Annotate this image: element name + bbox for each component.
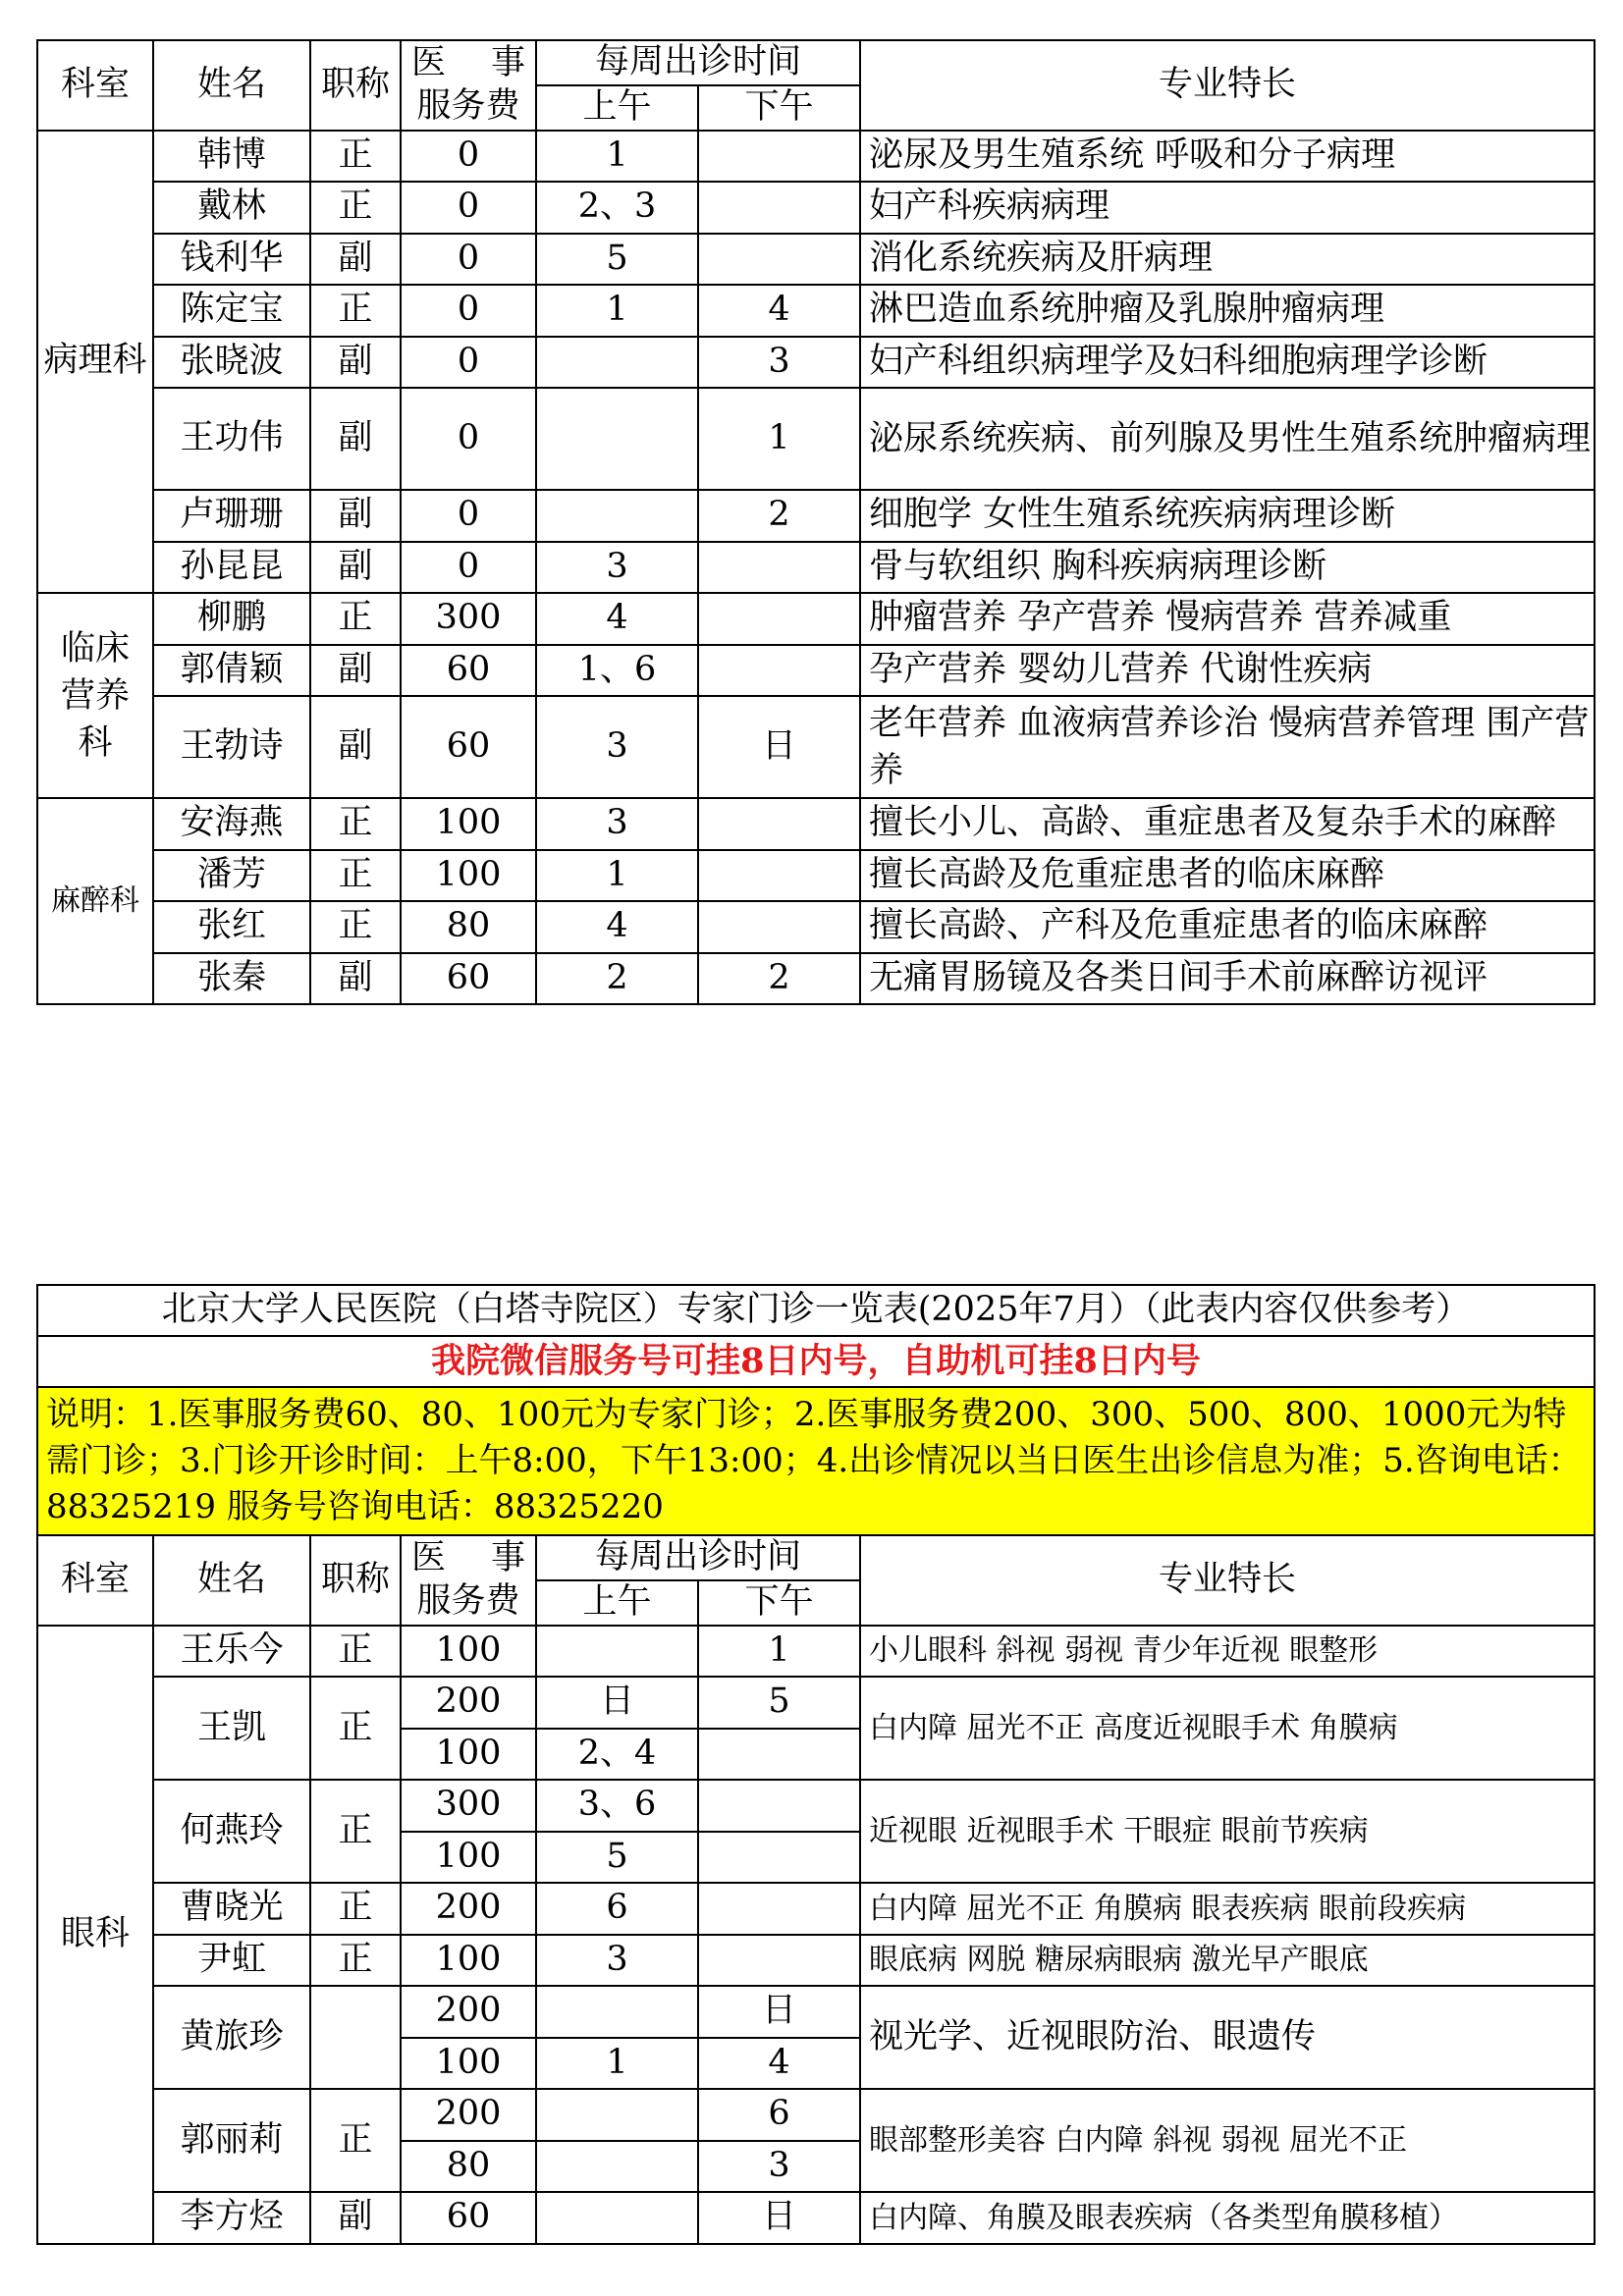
table-row xyxy=(37,593,1595,645)
table-row xyxy=(37,1780,1595,1832)
header-fee xyxy=(401,1535,536,1626)
specialty: 眼部整形美容 白内障 斜视 弱视 屈光不正 xyxy=(860,2089,1595,2192)
header-specialty: 专业特长 xyxy=(860,40,1595,131)
pm-schedule: 1 xyxy=(698,388,860,490)
service-fee: 0 xyxy=(401,234,536,286)
doctor-name: 安海燕 xyxy=(153,798,310,850)
table-row xyxy=(37,542,1595,594)
service-fee: 0 xyxy=(401,542,536,594)
header-dept: 科室 xyxy=(37,40,153,131)
service-fee: 300 xyxy=(401,593,536,645)
specialty: 视光学、近视眼防治、眼遗传 xyxy=(860,1986,1595,2089)
pm-schedule xyxy=(698,1883,860,1935)
pm-schedule: 1 xyxy=(698,1626,860,1678)
pm-schedule: 4 xyxy=(698,2038,860,2090)
table-row xyxy=(37,696,1595,798)
header-name: 姓名 xyxy=(153,1535,310,1626)
doctor-title: 副 xyxy=(310,234,401,286)
service-fee: 100 xyxy=(401,1729,536,1781)
doctor-name: 王乐今 xyxy=(153,1626,310,1678)
pm-schedule: 日 xyxy=(698,1986,860,2038)
table-row xyxy=(37,1986,1595,2038)
doctor-title: 副 xyxy=(310,542,401,594)
service-fee: 60 xyxy=(401,953,536,1005)
doctor-name: 韩博 xyxy=(153,131,310,183)
specialty: 擅长高龄、产科及危重症患者的临床麻醉 xyxy=(860,901,1595,953)
service-fee: 0 xyxy=(401,182,536,234)
pm-schedule xyxy=(698,542,860,594)
specialty: 近视眼 近视眼手术 干眼症 眼前节疾病 xyxy=(860,1780,1595,1883)
specialty: 泌尿系统疾病、前列腺及男性生殖系统肿瘤病理 xyxy=(860,388,1595,490)
specialty: 泌尿及男生殖系统 呼吸和分子病理 xyxy=(860,131,1595,183)
doctor-title: 正 xyxy=(310,901,401,953)
specialty: 小儿眼科 斜视 弱视 青少年近视 眼整形 xyxy=(860,1626,1595,1678)
doctor-name: 郭丽莉 xyxy=(153,2089,310,2192)
specialty: 肿瘤营养 孕产营养 慢病营养 营养减重 xyxy=(860,593,1595,645)
schedule-table-pathology-nutrition-anesthesia xyxy=(36,39,1596,1005)
service-fee: 0 xyxy=(401,490,536,542)
doctor-name: 孙昆昆 xyxy=(153,542,310,594)
doctor-name: 王功伟 xyxy=(153,388,310,490)
specialty: 白内障、角膜及眼表疾病（各类型角膜移植） xyxy=(860,2192,1595,2244)
header-fee-line2: 服务费 xyxy=(416,85,520,126)
specialty: 妇产科疾病病理 xyxy=(860,182,1595,234)
am-schedule xyxy=(536,388,698,490)
specialty: 白内障 屈光不正 角膜病 眼表疾病 眼前段疾病 xyxy=(860,1883,1595,1935)
doctor-title: 正 xyxy=(310,798,401,850)
specialty: 擅长小儿、高龄、重症患者及复杂手术的麻醉 xyxy=(860,798,1595,850)
specialty: 孕产营养 婴幼儿营养 代谢性疾病 xyxy=(860,645,1595,697)
am-schedule xyxy=(536,2089,698,2141)
department-cell: 眼科 xyxy=(37,1626,153,2244)
am-schedule xyxy=(536,337,698,389)
doctor-name: 戴林 xyxy=(153,182,310,234)
am-schedule: 4 xyxy=(536,901,698,953)
table-row xyxy=(37,2192,1595,2244)
am-schedule: 5 xyxy=(536,1832,698,1884)
am-schedule: 3 xyxy=(536,798,698,850)
doctor-title: 正 xyxy=(310,285,401,337)
service-fee: 60 xyxy=(401,2192,536,2244)
doctor-name: 黄旅珍 xyxy=(153,1986,310,2089)
specialty: 老年营养 血液病营养诊治 慢病营养管理 围产营养 xyxy=(860,696,1595,798)
pm-schedule: 日 xyxy=(698,2192,860,2244)
specialty: 妇产科组织病理学及妇科细胞病理学诊断 xyxy=(860,337,1595,389)
table-row xyxy=(37,490,1595,542)
header-am: 上午 xyxy=(536,1580,698,1626)
header-fee-char2: 事 xyxy=(490,43,525,82)
am-schedule: 6 xyxy=(536,1883,698,1935)
pm-schedule: 2 xyxy=(698,490,860,542)
specialty: 淋巴造血系统肿瘤及乳腺肿瘤病理 xyxy=(860,285,1595,337)
doctor-title: 副 xyxy=(310,953,401,1005)
pm-schedule xyxy=(698,798,860,850)
service-fee: 0 xyxy=(401,285,536,337)
doctor-name: 张晓波 xyxy=(153,337,310,389)
doctor-title: 正 xyxy=(310,850,401,902)
header-fee-char1: 医 xyxy=(411,1538,447,1577)
header-row xyxy=(37,1535,1595,1580)
table-row xyxy=(37,1883,1595,1935)
service-fee: 100 xyxy=(401,1832,536,1884)
service-fee: 100 xyxy=(401,1935,536,1987)
service-fee: 60 xyxy=(401,696,536,798)
doctor-title: 正 xyxy=(310,1883,401,1935)
doctor-name: 陈定宝 xyxy=(153,285,310,337)
header-name: 姓名 xyxy=(153,40,310,131)
specialty: 擅长高龄及危重症患者的临床麻醉 xyxy=(860,850,1595,902)
service-fee: 100 xyxy=(401,798,536,850)
doctor-title: 副 xyxy=(310,2192,401,2244)
table-row xyxy=(37,285,1595,337)
service-fee: 200 xyxy=(401,2089,536,2141)
am-schedule: 2、3 xyxy=(536,182,698,234)
doctor-name: 王勃诗 xyxy=(153,696,310,798)
table-row xyxy=(37,388,1595,490)
doctor-title: 正 xyxy=(310,131,401,183)
am-schedule: 3、6 xyxy=(536,1780,698,1832)
am-schedule: 日 xyxy=(536,1677,698,1729)
doctor-title: 正 xyxy=(310,1935,401,1987)
table-row xyxy=(37,234,1595,286)
doctor-title: 正 xyxy=(310,593,401,645)
table-row xyxy=(37,2089,1595,2141)
schedule-table-ophthalmology xyxy=(36,1284,1596,2245)
service-fee: 200 xyxy=(401,1677,536,1729)
pm-schedule: 4 xyxy=(698,285,860,337)
am-schedule xyxy=(536,2192,698,2244)
pm-schedule xyxy=(698,1729,860,1781)
service-fee: 100 xyxy=(401,1626,536,1678)
am-schedule xyxy=(536,2141,698,2193)
table-row xyxy=(37,645,1595,697)
header-am: 上午 xyxy=(536,85,698,131)
table-row xyxy=(37,131,1595,183)
department-cell: 麻醉科 xyxy=(37,798,153,1004)
doctor-title: 正 xyxy=(310,1677,401,1780)
table-row xyxy=(37,1677,1595,1729)
header-specialty: 专业特长 xyxy=(860,1535,1595,1626)
description-note: 说明：1.医事服务费60、80、100元为专家门诊；2.医事服务费200、300、500、800、1000元为特需门诊；3.门诊开诊时间：上午8:00，下午13:00；4.出诊情况以当日医生出诊信息为准；5.咨询电话：88325219 服务号咨询电话：88325220 xyxy=(37,1387,1595,1535)
am-schedule xyxy=(536,490,698,542)
doctor-title: 副 xyxy=(310,645,401,697)
header-dept: 科室 xyxy=(37,1535,153,1626)
table-row xyxy=(37,1626,1595,1678)
am-schedule xyxy=(536,1626,698,1678)
department-cell: 病理科 xyxy=(37,131,153,594)
title-row xyxy=(37,1285,1595,1336)
am-schedule: 2、4 xyxy=(536,1729,698,1781)
header-schedule: 每周出诊时间 xyxy=(536,1535,860,1580)
pm-schedule: 3 xyxy=(698,2141,860,2193)
specialty: 细胞学 女性生殖系统疾病病理诊断 xyxy=(860,490,1595,542)
doctor-name: 柳鹏 xyxy=(153,593,310,645)
am-schedule: 5 xyxy=(536,234,698,286)
am-schedule: 3 xyxy=(536,1935,698,1987)
specialty: 眼底病 网脱 糖尿病眼病 激光早产眼底 xyxy=(860,1935,1595,1987)
am-schedule: 1 xyxy=(536,285,698,337)
service-fee: 80 xyxy=(401,901,536,953)
table-row xyxy=(37,182,1595,234)
registration-notice: 我院微信服务号可挂8日内号，自助机可挂8日内号 xyxy=(37,1336,1595,1387)
pm-schedule: 日 xyxy=(698,696,860,798)
doctor-name: 何燕玲 xyxy=(153,1780,310,1883)
doctor-title: 副 xyxy=(310,388,401,490)
table-title: 北京大学人民医院（白塔寺院区）专家门诊一览表(2025年7月）（此表内容仅供参考） xyxy=(37,1285,1595,1336)
service-fee: 0 xyxy=(401,131,536,183)
header-fee-char1: 医 xyxy=(411,43,447,82)
pm-schedule xyxy=(698,234,860,286)
am-schedule: 3 xyxy=(536,542,698,594)
doctor-title: 副 xyxy=(310,696,401,798)
doctor-title: 副 xyxy=(310,490,401,542)
header-fee-line2: 服务费 xyxy=(416,1580,520,1621)
pm-schedule xyxy=(698,1780,860,1832)
doctor-name: 张秦 xyxy=(153,953,310,1005)
pm-schedule: 3 xyxy=(698,337,860,389)
table-row xyxy=(37,901,1595,953)
doctor-name: 卢珊珊 xyxy=(153,490,310,542)
description-row xyxy=(37,1387,1595,1535)
header-row xyxy=(37,40,1595,85)
doctor-title: 副 xyxy=(310,337,401,389)
service-fee: 200 xyxy=(401,1883,536,1935)
service-fee: 0 xyxy=(401,337,536,389)
department-cell: 临床营养科 xyxy=(37,593,153,798)
doctor-title: 正 xyxy=(310,1626,401,1678)
service-fee: 0 xyxy=(401,388,536,490)
notice-row xyxy=(37,1336,1595,1387)
doctor-name: 潘芳 xyxy=(153,850,310,902)
pm-schedule xyxy=(698,1935,860,1987)
header-fee-char2: 事 xyxy=(490,1538,525,1577)
doctor-title: 正 xyxy=(310,182,401,234)
am-schedule: 1、6 xyxy=(536,645,698,697)
table-row xyxy=(37,798,1595,850)
am-schedule: 2 xyxy=(536,953,698,1005)
doctor-name: 王凯 xyxy=(153,1677,310,1780)
am-schedule: 3 xyxy=(536,696,698,798)
table-row xyxy=(37,953,1595,1005)
pm-schedule xyxy=(698,850,860,902)
doctor-name: 钱利华 xyxy=(153,234,310,286)
doctor-title: 正 xyxy=(310,1780,401,1883)
specialty: 骨与软组织 胸科疾病病理诊断 xyxy=(860,542,1595,594)
doctor-title: 正 xyxy=(310,2089,401,2192)
service-fee: 100 xyxy=(401,850,536,902)
table-row xyxy=(37,337,1595,389)
doctor-name: 李方烃 xyxy=(153,2192,310,2244)
pm-schedule xyxy=(698,593,860,645)
service-fee: 80 xyxy=(401,2141,536,2193)
header-fee xyxy=(401,40,536,131)
specialty: 白内障 屈光不正 高度近视眼手术 角膜病 xyxy=(860,1677,1595,1780)
doctor-name: 张红 xyxy=(153,901,310,953)
pm-schedule: 2 xyxy=(698,953,860,1005)
header-pm: 下午 xyxy=(698,85,860,131)
service-fee: 200 xyxy=(401,1986,536,2038)
doctor-title xyxy=(310,1986,401,2089)
pm-schedule: 6 xyxy=(698,2089,860,2141)
header-pm: 下午 xyxy=(698,1580,860,1626)
am-schedule: 1 xyxy=(536,2038,698,2090)
specialty: 无痛胃肠镜及各类日间手术前麻醉访视评 xyxy=(860,953,1595,1005)
pm-schedule xyxy=(698,901,860,953)
am-schedule: 1 xyxy=(536,131,698,183)
am-schedule: 1 xyxy=(536,850,698,902)
service-fee: 100 xyxy=(401,2038,536,2090)
pm-schedule xyxy=(698,182,860,234)
am-schedule: 4 xyxy=(536,593,698,645)
header-schedule: 每周出诊时间 xyxy=(536,40,860,85)
am-schedule xyxy=(536,1986,698,2038)
header-title: 职称 xyxy=(310,1535,401,1626)
doctor-name: 尹虹 xyxy=(153,1935,310,1987)
service-fee: 60 xyxy=(401,645,536,697)
specialty: 消化系统疾病及肝病理 xyxy=(860,234,1595,286)
header-title: 职称 xyxy=(310,40,401,131)
pm-schedule xyxy=(698,1832,860,1884)
doctor-name: 曹晓光 xyxy=(153,1883,310,1935)
service-fee: 300 xyxy=(401,1780,536,1832)
pm-schedule: 5 xyxy=(698,1677,860,1729)
doctor-name: 郭倩颖 xyxy=(153,645,310,697)
pm-schedule xyxy=(698,131,860,183)
pm-schedule xyxy=(698,645,860,697)
table-row xyxy=(37,850,1595,902)
table-row xyxy=(37,1935,1595,1987)
